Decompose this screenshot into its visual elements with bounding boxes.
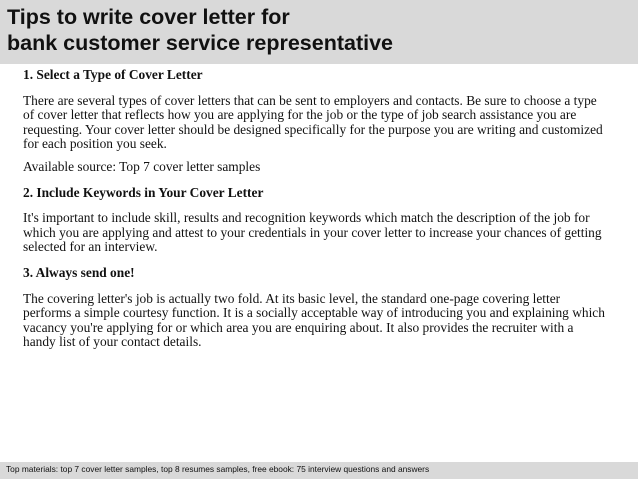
section-1-heading: 1. Select a Type of Cover Letter — [23, 67, 203, 82]
source-note: Available source: Top 7 cover letter samples — [23, 158, 261, 174]
section-2-body: It's important to include skill, results and recognition keywords which match the description of the job for which you are applying and attest to your credentials in your cover letter to increase your chances of getting selected for an interview. — [23, 210, 602, 255]
slide-title — [7, 4, 633, 56]
section-2-heading: 2. Include Keywords in Your Cover Letter — [23, 184, 264, 200]
footer-text: Top materials: top 7 cover letter samples, top 8 resumes samples, free ebook: 75 interview questions and answers — [6, 464, 430, 474]
section-3-body: The covering letter's job is actually two fold. At its basic level, the standard one-page covering letter performs a simple courtesy function. It is a socially acceptable way of introducing you and explaining which vacancy you're applying for or which area you are enquiring about. It also provides the recruiter with a handy list of your contact details. — [23, 290, 605, 350]
section-3-heading: 3. Always send one! — [23, 264, 135, 280]
title-banner — [0, 0, 638, 64]
slide-content — [23, 68, 609, 350]
section-1-body: There are several types of cover letters that can be sent to employers and contacts. Be sure to choose a type of cover letter that reflects how you are applying for the job or the type of job search assistance you are requesting. Your cover letter should be designed specifically for the purpose you are writing and customized for each position you seek. — [23, 92, 603, 152]
slide-title-line-2: bank customer service representative — [7, 31, 394, 55]
footer-bar — [0, 462, 638, 479]
slide-title-line-1: Tips to write cover letter for — [7, 5, 290, 29]
